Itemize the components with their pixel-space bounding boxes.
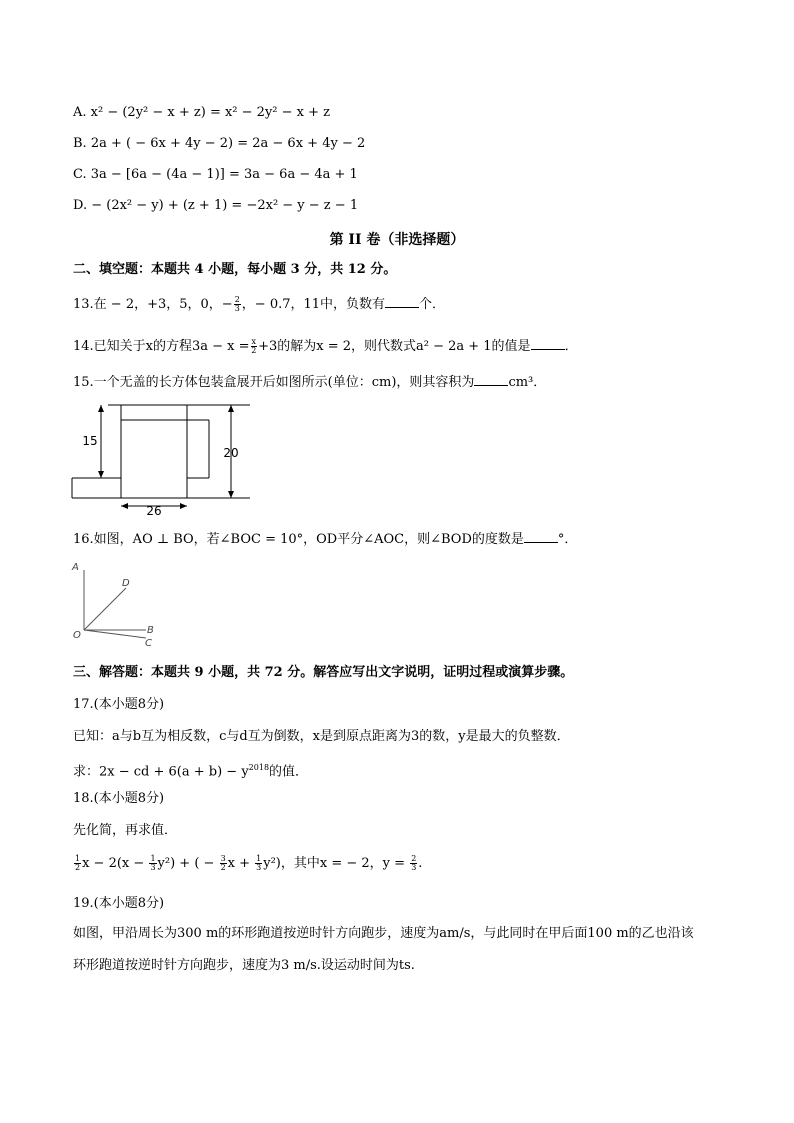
question-13: 13.在 − 2，+3，5，0，− $\frac{2}{3}$ ，− 0.7，11中，负数有 个． [73,295,446,313]
label-15: 15 [82,434,98,448]
fraction: $\frac{x}{2}$ [251,337,257,355]
q19-line2: 环形跑道按逆时针方向跑步，速度为3 m/s.设运动时间为ts. [73,958,415,973]
q19-head: 19.(本小题8分) [73,896,165,911]
answer-blank[interactable] [531,337,565,350]
q17-line1: 已知：a与b互为相反数，c与d互为倒数，x是到原点距离为3的数，y是最大的负整数． [73,729,570,744]
answer-blank[interactable] [524,530,558,543]
q18-expression: $\frac{1}{2}$ x − 2(x − $\frac{1}{3}$ y²) + ( − $\frac{3}{2}$ x + $\frac{1}{3}$ y²)，其中x = − 2，y = $\frac{2}{3}$ . [75,854,423,872]
q18-line1: 先化简，再求值． [73,823,178,838]
label-o: O [73,630,81,641]
q17-line2: 求：2x − cd + $6(a + b) - y^{2018}$的值． [73,763,309,780]
label-d: D [122,578,130,589]
question-16: 16.如图，AO ⊥ BO，若∠BOC = 10°，OD平分∠AOC，则∠BOD的度数是 °． [73,532,578,547]
part2-heading: 二、填空题：本题共 4 小题，每小题 3 分，共 12 分。 [73,262,397,277]
question-14: 14.已知关于x的方程3a − x = $\frac{x}{2}$ +3的解为x = 2，则代数式a² − 2a + 1的值是 ． [73,337,578,355]
ray-od [84,588,126,630]
q18-head: 18.(本小题8分) [73,791,165,806]
label-a: A [72,562,79,573]
option-c: C. 3a − [6a − (4a − 1)] = 3a − 6a − 4a + 1 [73,167,358,182]
section-title: 第 II 卷（非选择题） [329,232,465,248]
answer-blank[interactable] [385,295,419,308]
figure-16-angles [68,558,168,648]
q17-head: 17.(本小题8分) [73,697,165,712]
fraction: $\frac{2}{3}$ [234,295,240,313]
net-center-face [121,405,187,498]
label-26: 26 [146,504,162,518]
q19-line1: 如图，甲沿周长为300 m的环形跑道按逆时针方向跑步，速度为am/s，与此同时在甲后面100 m的乙也沿该 [73,926,694,941]
question-15: 15.一个无盖的长方体包装盒展开后如图所示(单位：cm)，则其容积为 cm³． [73,375,547,390]
option-d: D. − (2x² − y) + (z + 1) = −2x² − y − z − 1 [73,198,359,213]
label-c: C [145,638,152,648]
option-b: B. 2a + ( − 6x + 4y − 2) = 2a − 6x + 4y − 2 [73,136,366,151]
option-a: A. x² − (2y² − x + z) = x² − 2y² − x + z [73,105,330,120]
part3-heading: 三、解答题：本题共 9 小题，共 72 分。解答应写出文字说明，证明过程或演算步骤。 [73,665,574,680]
ray-oc [84,630,146,638]
label-20: 20 [223,446,239,460]
answer-blank[interactable] [474,373,508,386]
label-b: B [147,625,154,636]
figure-15-box-net [68,398,258,518]
